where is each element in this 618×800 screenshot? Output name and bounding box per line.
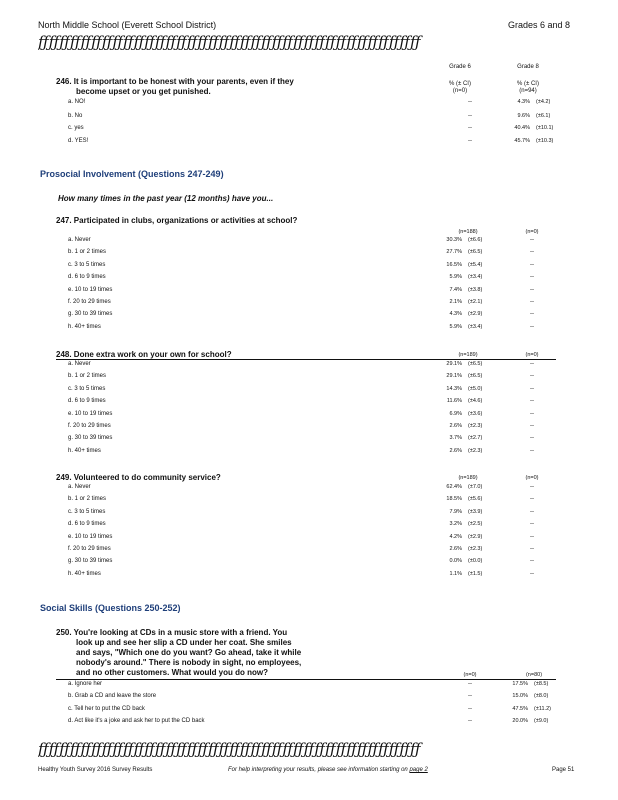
grade6-column-header: Grade 6 — [449, 64, 471, 70]
grade8-percent: 47.5% — [512, 706, 528, 712]
grade8-confidence-interval: (±6.1) — [536, 113, 551, 119]
decorative-rule-bottom: ƒƒƒƒƒƒƒƒƒƒƒƒƒƒƒƒƒƒƒƒƒƒƒƒƒƒƒƒƒƒƒƒƒƒƒƒƒƒƒƒƒƒƒƒƒƒƒƒƒƒƒƒƒƒƒƒƒƒƒƒƒƒƒƒƒƒƒƒƒƒƒƒ — [38, 741, 421, 757]
option-label: e. 10 to 19 times — [68, 410, 113, 417]
decorative-rule-top: ƒƒƒƒƒƒƒƒƒƒƒƒƒƒƒƒƒƒƒƒƒƒƒƒƒƒƒƒƒƒƒƒƒƒƒƒƒƒƒƒƒƒƒƒƒƒƒƒƒƒƒƒƒƒƒƒƒƒƒƒƒƒƒƒƒƒƒƒƒƒƒƒ — [38, 34, 421, 50]
option-label: a. Never — [68, 361, 91, 367]
grade8-value: -- — [530, 237, 534, 243]
grade6-percent: 2.6% — [449, 423, 462, 429]
grade8-percent: 15.0% — [512, 693, 528, 699]
prosocial-intro: How many times in the past year (12 months) have you... — [58, 194, 274, 203]
grade8-value: -- — [530, 323, 534, 330]
option-label: c. Tell her to put the CD back — [68, 706, 145, 712]
q247-n-g6: (n=188) — [458, 229, 478, 235]
grade8-value: -- — [530, 508, 534, 515]
grade6-percent: 2.6% — [449, 447, 462, 454]
grade6-percent: 3.2% — [449, 521, 462, 528]
q246-g6-n: (n=0) — [452, 88, 468, 94]
grade6-percent: 1.1% — [449, 570, 462, 577]
grade6-value: -- — [468, 125, 472, 131]
grade8-value: -- — [530, 447, 534, 454]
footer-survey-name: Healthy Youth Survey 2016 Survey Results — [38, 767, 153, 773]
grade6-confidence-interval: (±2.3) — [468, 447, 483, 454]
grade8-value: -- — [530, 373, 534, 380]
option-label: d. Act like it's a joke and ask her to put the CD back — [68, 718, 205, 724]
option-label: f. 20 to 29 times — [68, 299, 111, 305]
grade8-value: -- — [530, 261, 534, 268]
q246-g8-n: (n=94) — [519, 88, 537, 94]
grade6-percent: 16.5% — [446, 261, 462, 268]
grade6-confidence-interval: (±3.4) — [468, 323, 483, 330]
option-label: b. 1 or 2 times — [68, 373, 107, 380]
footer-page-number: Page 51 — [552, 767, 575, 773]
grade8-confidence-interval: (±8.0) — [534, 693, 549, 699]
grade8-confidence-interval: (±10.1) — [536, 125, 554, 131]
grade6-percent: 27.7% — [446, 249, 462, 256]
grade6-percent: 14.3% — [446, 385, 462, 392]
grade6-percent: 3.7% — [449, 435, 462, 442]
section-title-social-skills: Social Skills (Questions 250-252) — [40, 603, 181, 613]
grade8-percent: 20.0% — [512, 718, 528, 724]
grade6-confidence-interval: (±1.5) — [468, 570, 483, 577]
grade6-value: -- — [468, 718, 472, 724]
option-label: e. 10 to 19 times — [68, 533, 113, 540]
grade6-value: -- — [468, 99, 472, 105]
option-label: h. 40+ times — [68, 323, 101, 330]
grade6-confidence-interval: (±6.6) — [468, 237, 483, 243]
grade6-confidence-interval: (±0.0) — [468, 558, 483, 565]
grade6-confidence-interval: (±6.5) — [468, 361, 483, 367]
document-header-grades: Grades 6 and 8 — [508, 20, 571, 30]
grade6-value: -- — [468, 706, 472, 712]
option-label: g. 30 to 39 times — [68, 558, 113, 565]
grade8-value: -- — [530, 435, 534, 442]
option-label: b. 1 or 2 times — [68, 496, 107, 503]
grade6-percent: 62.4% — [446, 484, 462, 490]
question-250-line2: look up and see her slip a CD under her coat. She smiles — [76, 638, 292, 647]
grade6-percent: 4.3% — [449, 311, 462, 318]
grade6-percent: 2.6% — [449, 546, 462, 552]
grade8-percent: 17.5% — [512, 681, 528, 687]
question-250-line3: and says, "Which one do you want? Go ahead, take it while — [76, 648, 302, 657]
option-label: a. NO! — [68, 99, 86, 105]
grade6-confidence-interval: (±3.8) — [468, 286, 483, 293]
option-label: d. 6 to 9 times — [68, 521, 106, 528]
grade6-confidence-interval: (±2.9) — [468, 311, 483, 318]
grade6-percent: 0.0% — [449, 558, 462, 565]
grade8-value: -- — [530, 286, 534, 293]
grade8-value: -- — [530, 496, 534, 503]
grade6-percent: 29.1% — [446, 373, 462, 380]
option-label: d. 6 to 9 times — [68, 274, 106, 281]
grade8-value: -- — [530, 410, 534, 417]
option-label: a. Ignore her — [68, 681, 103, 687]
option-label: f. 20 to 29 times — [68, 546, 111, 552]
grade6-value: -- — [468, 681, 472, 687]
question-247-title: 247. Participated in clubs, organizations or activities at school? — [56, 216, 298, 225]
option-label: c. 3 to 5 times — [68, 508, 106, 515]
grade6-confidence-interval: (±7.0) — [468, 484, 483, 490]
option-label: h. 40+ times — [68, 447, 101, 454]
grade8-value: -- — [530, 274, 534, 281]
grade8-value: -- — [530, 558, 534, 565]
grade6-confidence-interval: (±2.3) — [468, 546, 483, 552]
grade6-percent: 7.4% — [449, 286, 462, 293]
option-label: d. YES! — [68, 138, 89, 144]
option-label: d. 6 to 9 times — [68, 398, 106, 405]
q248-n-g8: (n=0) — [525, 352, 539, 358]
grade8-confidence-interval: (±8.5) — [534, 681, 549, 687]
q250-underline — [56, 679, 556, 680]
grade6-confidence-interval: (±2.5) — [468, 521, 483, 528]
grade8-value: -- — [530, 546, 534, 552]
question-246-line2: become upset or you get punished. — [76, 87, 211, 96]
grade8-value: -- — [530, 311, 534, 318]
q248-n-g6: (n=189) — [458, 352, 478, 358]
option-label: h. 40+ times — [68, 570, 101, 577]
grade8-value: -- — [530, 570, 534, 577]
grade8-confidence-interval: (±9.0) — [534, 718, 549, 724]
grade8-value: -- — [530, 533, 534, 540]
footer-help-text — [228, 767, 428, 773]
grade8-value: -- — [530, 385, 534, 392]
question-246-line1: 246. It is important to be honest with your parents, even if they — [56, 77, 294, 86]
grade6-percent: 7.9% — [449, 508, 462, 515]
grade8-confidence-interval: (±10.3) — [536, 138, 554, 144]
q248-underline — [56, 359, 556, 360]
grade6-percent: 30.3% — [446, 237, 462, 243]
question-250-line1: 250. You're looking at CDs in a music store with a friend. You — [56, 628, 288, 637]
grade6-confidence-interval: (±5.0) — [468, 385, 483, 392]
q246-g6-ci-label: % (± CI) — [449, 81, 471, 87]
section-title-prosocial: Prosocial Involvement (Questions 247-249) — [40, 169, 224, 179]
grade6-percent: 6.9% — [449, 410, 462, 417]
option-label: c. 3 to 5 times — [68, 261, 106, 268]
grade8-value: -- — [530, 398, 534, 405]
grade6-confidence-interval: (±2.7) — [468, 435, 483, 442]
grade6-confidence-interval: (±5.4) — [468, 261, 483, 268]
grade6-percent: 29.1% — [446, 361, 462, 367]
grade6-percent: 18.5% — [446, 496, 462, 503]
footer-help-prefix: For help interpreting your results, please see information starting on — [228, 767, 408, 773]
question-249-title: 249. Volunteered to do community service? — [56, 473, 221, 482]
question-250-line4: nobody's around." There is nobody in sight, no employees, — [76, 658, 302, 667]
option-label: b. Grab a CD and leave the store — [68, 693, 157, 699]
grade6-confidence-interval: (±4.6) — [468, 398, 483, 405]
grade6-percent: 11.6% — [446, 398, 462, 405]
grade6-confidence-interval: (±6.5) — [468, 373, 483, 380]
grade8-percent: 40.4% — [514, 125, 530, 131]
grade8-value: -- — [530, 423, 534, 429]
grade6-percent: 5.9% — [449, 274, 462, 281]
document-header-school: North Middle School (Everett School District) — [38, 20, 217, 30]
grade6-confidence-interval: (±2.3) — [468, 423, 483, 429]
grade8-value: -- — [530, 361, 534, 367]
q246-g8-ci-label: % (± CI) — [517, 81, 539, 87]
grade6-confidence-interval: (±6.5) — [468, 249, 483, 256]
grade8-value: -- — [530, 521, 534, 528]
option-label: g. 30 to 39 times — [68, 311, 113, 318]
grade6-value: -- — [468, 113, 472, 119]
grade6-percent: 4.2% — [449, 533, 462, 540]
grade8-value: -- — [530, 484, 534, 490]
grade6-value: -- — [468, 138, 472, 144]
grade6-percent: 5.9% — [449, 323, 462, 330]
grade6-confidence-interval: (±3.9) — [468, 508, 483, 515]
grade8-confidence-interval: (±4.2) — [536, 99, 551, 105]
grade6-confidence-interval: (±2.9) — [468, 533, 483, 540]
grade8-column-header: Grade 8 — [517, 64, 539, 70]
option-label: a. Never — [68, 484, 91, 490]
footer-page-link[interactable]: page 2 — [409, 767, 428, 773]
grade6-value: -- — [468, 693, 472, 699]
option-label: c. 3 to 5 times — [68, 385, 106, 392]
grade6-confidence-interval: (±2.1) — [468, 299, 483, 305]
grade8-confidence-interval: (±11.2) — [534, 706, 551, 712]
option-label: c. yes — [68, 125, 84, 131]
q250-n-g6: (n=0) — [463, 672, 477, 678]
q249-n-g6: (n=189) — [458, 475, 478, 481]
grade6-confidence-interval: (±3.6) — [468, 410, 483, 417]
grade8-percent: 4.3% — [517, 99, 530, 105]
grade6-percent: 2.1% — [449, 299, 462, 305]
q249-n-g8: (n=0) — [525, 475, 539, 481]
q250-n-g8: (n=80) — [525, 672, 543, 678]
option-label: b. 1 or 2 times — [68, 249, 107, 256]
question-248-title: 248. Done extra work on your own for school? — [56, 350, 232, 359]
grade8-value: -- — [530, 299, 534, 305]
grade8-percent: 45.7% — [514, 138, 530, 144]
grade8-value: -- — [530, 249, 534, 256]
question-250-line5: and no other customers. What would you do now? — [76, 668, 268, 677]
grade8-percent: 9.6% — [517, 113, 530, 119]
option-label: f. 20 to 29 times — [68, 423, 111, 429]
option-label: b. No — [68, 113, 83, 119]
option-label: e. 10 to 19 times — [68, 286, 113, 293]
option-label: g. 30 to 39 times — [68, 435, 113, 442]
grade6-confidence-interval: (±3.4) — [468, 274, 483, 281]
grade6-confidence-interval: (±5.6) — [468, 496, 483, 503]
option-label: a. Never — [68, 237, 91, 243]
q247-n-g8: (n=0) — [525, 229, 539, 235]
